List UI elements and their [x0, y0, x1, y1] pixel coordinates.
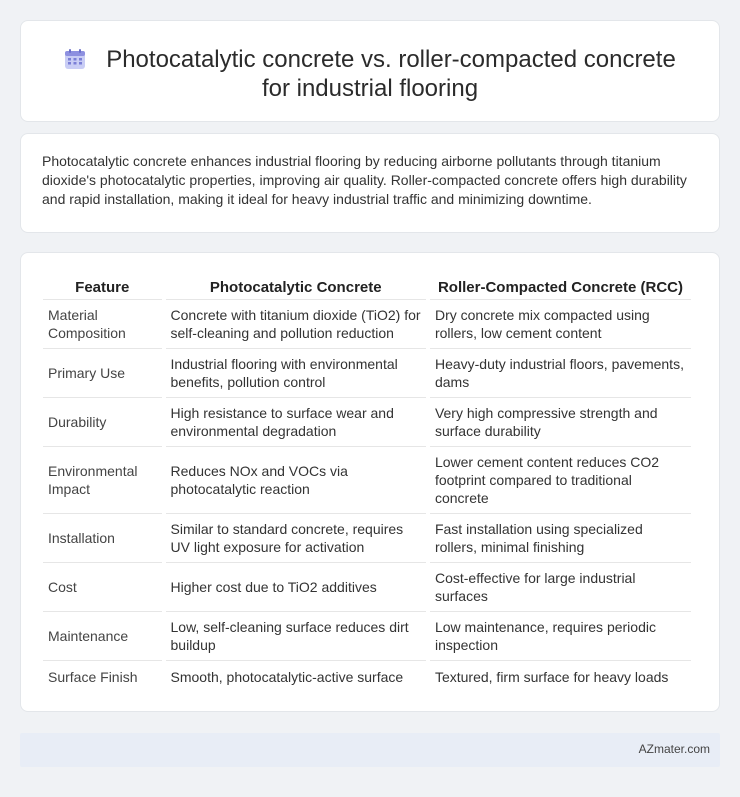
rcc-cell: Dry concrete mix compacted using rollers, low cement content: [430, 300, 691, 349]
table-row: [43, 661, 691, 693]
table-row: [43, 612, 691, 661]
comparison-table: [39, 277, 695, 693]
photocatalytic-cell: Higher cost due to TiO2 additives: [166, 563, 426, 612]
table-row: [43, 300, 691, 349]
feature-cell: Surface Finish: [48, 669, 138, 685]
page-title-wrap: [61, 45, 679, 103]
feature-cell: Primary Use: [43, 349, 162, 398]
rcc-cell: Heavy-duty industrial floors, pavements, dams: [430, 349, 691, 398]
table-header-row: [43, 277, 691, 300]
intro-text: Photocatalytic concrete enhances industrial flooring by reducing airborne pollutants through titanium dioxide's photocatalytic properties, improving air quality. Roller-compacted concrete offers high durability and rapid installation, making it ideal for heavy industrial traffic and minimizing downtime.: [42, 153, 687, 207]
table-row: [43, 447, 691, 514]
table-row: [43, 398, 691, 447]
rcc-cell: Very high compressive strength and surface durability: [430, 398, 691, 447]
photocatalytic-cell: Industrial flooring with environmental benefits, pollution control: [166, 349, 426, 398]
photocatalytic-cell: Concrete with titanium dioxide (TiO2) for self-cleaning and pollution reduction: [166, 300, 426, 349]
rcc-cell: Fast installation using specialized rollers, minimal finishing: [430, 514, 691, 563]
footer-bar: [20, 733, 720, 767]
comparison-table-card: [20, 252, 720, 712]
rcc-cell: Textured, firm surface for heavy loads: [434, 669, 669, 685]
feature-cell: Cost: [43, 563, 162, 612]
table-row: [43, 349, 691, 398]
photocatalytic-cell: High resistance to surface wear and environmental degradation: [166, 398, 426, 447]
feature-cell: Environmental Impact: [43, 447, 162, 514]
table-row: [43, 563, 691, 612]
rcc-cell: Cost-effective for large industrial surfaces: [430, 563, 691, 612]
header-feature: Feature: [43, 277, 162, 300]
photocatalytic-cell: Similar to standard concrete, requires UV light exposure for activation: [166, 514, 426, 563]
feature-cell: Installation: [43, 514, 162, 563]
feature-cell: Material Composition: [43, 300, 162, 349]
photocatalytic-cell: Reduces NOx and VOCs via photocatalytic reaction: [166, 447, 426, 514]
footer-source: AZmater.com: [638, 742, 710, 756]
header-rcc: Roller-Compacted Concrete (RCC): [430, 277, 691, 300]
photocatalytic-cell: Smooth, photocatalytic-active surface: [170, 669, 404, 685]
table-row: [43, 514, 691, 563]
calendar-icon: [64, 48, 86, 70]
page-title: Photocatalytic concrete vs. roller-compacted concrete for industrial flooring: [106, 46, 676, 102]
feature-cell: Maintenance: [43, 612, 162, 661]
intro-card: [20, 133, 720, 233]
header-photocatalytic: Photocatalytic Concrete: [166, 277, 426, 300]
rcc-cell: Low maintenance, requires periodic inspection: [430, 612, 691, 661]
feature-cell: Durability: [43, 398, 162, 447]
title-card: [20, 20, 720, 122]
rcc-cell: Lower cement content reduces CO2 footprint compared to traditional concrete: [430, 447, 691, 514]
photocatalytic-cell: Low, self-cleaning surface reduces dirt buildup: [166, 612, 426, 661]
